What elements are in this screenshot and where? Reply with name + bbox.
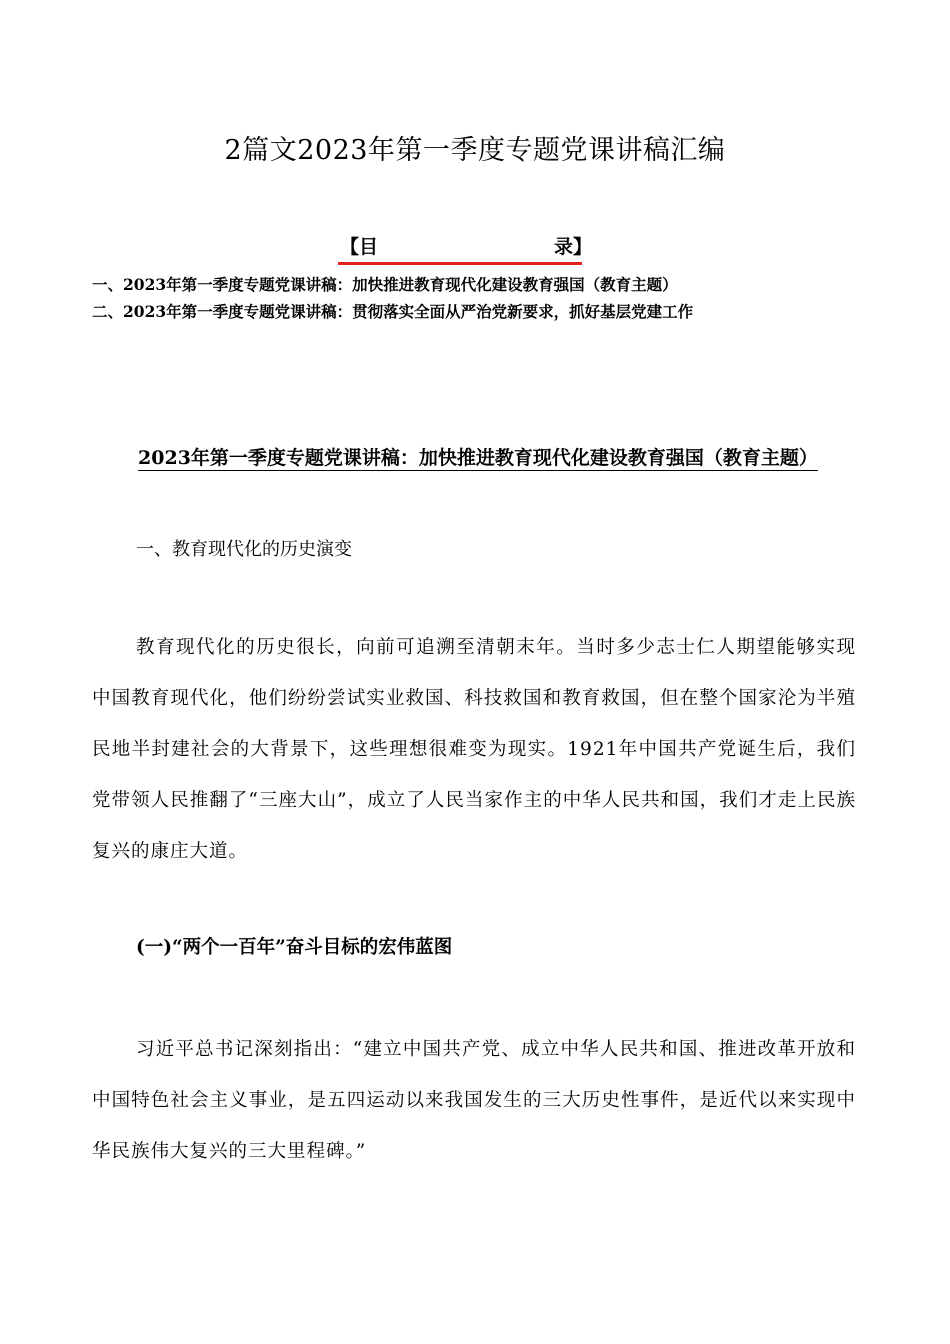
toc-heading-left: 【目 xyxy=(340,236,379,258)
toc-item-1[interactable]: 一、2023年第一季度专题党课讲稿：加快推进教育现代化建设教育强国（教育主题） xyxy=(92,275,678,294)
toc-underline xyxy=(338,262,582,265)
section-subheading: 一、教育现代化的历史演变 xyxy=(136,539,352,560)
document-title: 2篇文2023年第一季度专题党课讲稿汇编 xyxy=(224,135,726,166)
section-title: 2023年第一季度专题党课讲稿：加快推进教育现代化建设教育强国（教育主题） xyxy=(138,447,818,469)
toc-item-2[interactable]: 二、2023年第一季度专题党课讲稿：贯彻落实全面从严治党新要求，抓好基层党建工作 xyxy=(92,302,694,321)
bold-subheading: (一)“两个一百年”奋斗目标的宏伟蓝图 xyxy=(136,937,453,958)
body-paragraph-1: 教育现代化的历史很长，向前可追溯至清朝末年。当时多少志士仁人期望能够实现中国教育现代化，他们纷纷尝试实业救国、科技救国和教育救国，但在整个国家沦为半殖民地半封建社会的大背景下，这些理想很难变为现实。1921年中国共产党诞生后，我们党带领人民推翻了“三座大山”，成立了人民当家作主的中华人民共和国，我们才走上民族复兴的康庄大道。 xyxy=(92,637,856,862)
body-paragraph-2: 习近平总书记深刻指出：“建立中国共产党、成立中华人民共和国、推进改革开放和中国特色社会主义事业，是五四运动以来我国发生的三大历史性事件，是近代以来实现中华民族伟大复兴的三大里程碑。” xyxy=(92,1039,856,1162)
toc-heading xyxy=(340,232,610,266)
toc-heading-right: 录】 xyxy=(553,236,592,258)
